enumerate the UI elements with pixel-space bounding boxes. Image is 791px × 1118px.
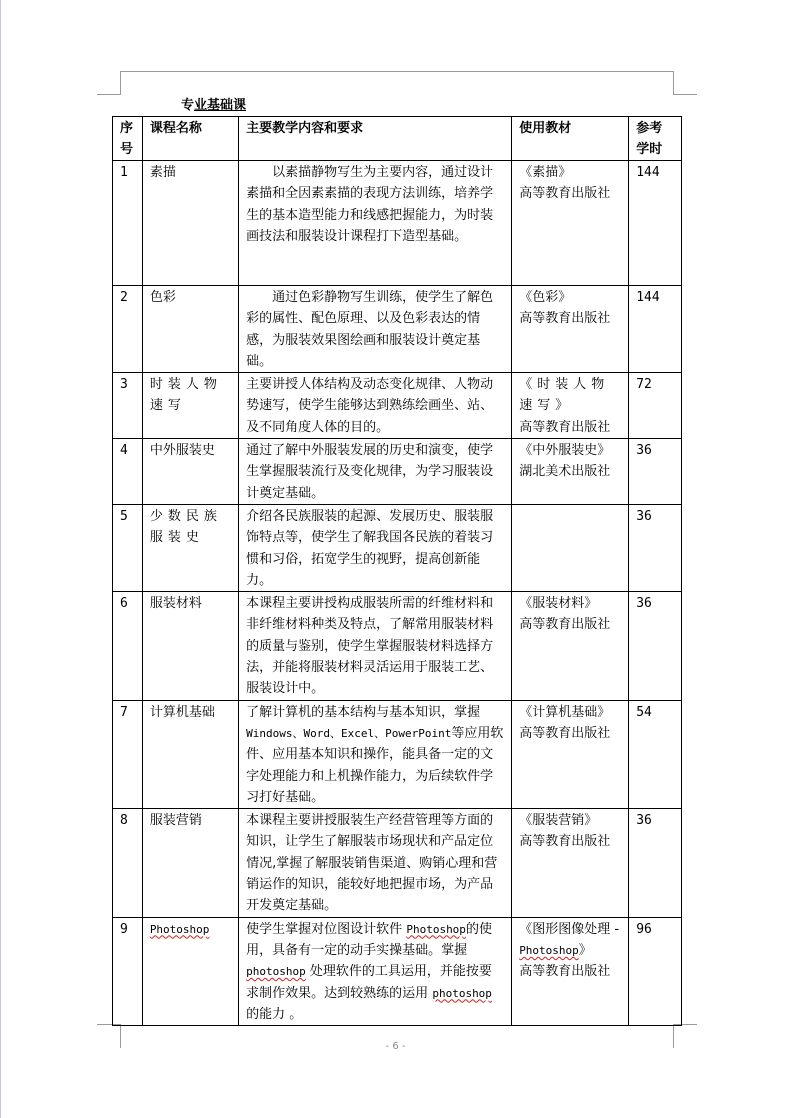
row-index: 8 <box>113 809 143 917</box>
row-textbook <box>512 504 629 591</box>
textbook-title: 《素描》 <box>519 165 572 180</box>
textbook-title: 《计算机基础》 <box>519 704 611 720</box>
content-text: 等应用软件、应用基本知识和操作，能具备一定的文字处理能力和上机操作能力，为后续软件学习打好基础。 <box>246 725 504 805</box>
content-software-name: photoshop <box>246 965 306 979</box>
table-row <box>113 592 682 700</box>
row-textbook <box>512 592 629 700</box>
row-course-name: 时装人物速写 <box>142 373 238 439</box>
textbook-publisher: 高等教育出版社 <box>519 964 611 980</box>
row-hours: 72 <box>629 373 682 439</box>
content-software-list: Windows、Word、Excel、PowerPoint <box>246 726 452 740</box>
content-text: 处理软件的工具运用，并能按要求制作效果。达到较熟练的运用 <box>246 964 492 1001</box>
row-index: 5 <box>113 504 143 591</box>
row-hours: 36 <box>629 504 682 591</box>
table-row <box>113 439 682 505</box>
row-textbook <box>512 286 629 373</box>
table-header-row <box>113 117 682 161</box>
row-course-name: 服装营销 <box>142 809 238 917</box>
row-content: 介绍各民族服装的起源、发展历史、服装服饰特点等，使学生了解我国各民族的着装习惯和习俗，拓宽学生的视野，提高创新能力。 <box>239 504 512 591</box>
row-course-name: 色彩 <box>142 286 238 373</box>
row-index: 2 <box>113 286 143 373</box>
row-hours: 36 <box>629 809 682 917</box>
textbook-publisher: 湖北美术出版社 <box>519 464 611 480</box>
row-index: 4 <box>113 439 143 505</box>
row-content: 本课程主要讲授构成服装所需的纤维材料和非纤维材料种类及特点，了解常用服装材料的质量与鉴别，使学生掌握服装材料选择方法，并能将服装材料灵活运用于服装工艺、服装设计中。 <box>239 592 512 700</box>
header-index: 序号 <box>113 117 143 161</box>
content-text: 使学生掌握对位图设计软件 <box>246 921 403 937</box>
row-hours: 36 <box>629 439 682 505</box>
course-name-text: Photoshop <box>149 922 210 936</box>
textbook-title: 《服装材料》 <box>519 596 598 612</box>
row-content: 本课程主要讲授服装生产经营管理等方面的知识，让学生了解服装市场现状和产品定位情况,掌握了解服装销售渠道、购销心理和营销运作的知识，能较好地把握市场，为产品开发奠定基础。 <box>239 809 512 917</box>
row-index: 1 <box>113 161 143 286</box>
row-hours: 96 <box>629 917 682 1025</box>
row-hours: 144 <box>629 286 682 373</box>
textbook-title: 《中外服装史》 <box>519 443 611 459</box>
row-textbook <box>512 439 629 505</box>
crop-mark-top-left-vertical <box>120 71 121 95</box>
textbook-publisher: 高等教育出版社 <box>519 311 611 327</box>
textbook-publisher: 高等教育出版社 <box>519 617 611 633</box>
table-row <box>113 504 682 591</box>
row-hours: 144 <box>629 161 682 286</box>
header-course-name: 课程名称 <box>142 117 238 161</box>
row-content: 通过色彩静物写生训练，使学生了解色彩的属性、配色原理、以及色彩表达的情感，为服装效果图绘画和服装设计奠定基础。 <box>239 286 512 373</box>
row-course-name: 素描 <box>142 161 238 286</box>
table-row <box>113 917 682 1025</box>
table-row <box>113 700 682 808</box>
section-title-underlined: 业基础课 <box>194 98 247 113</box>
window-left-edge <box>0 0 1 1118</box>
row-course-name: 中外服装史 <box>142 439 238 505</box>
row-textbook <box>512 809 629 917</box>
row-content: 以素描静物写生为主要内容，通过设计素描和全因素素描的表现方法训练，培养学生的基本造型能力和线感把握能力，为时装画技法和服装设计课程打下造型基础。 <box>239 161 512 286</box>
textbook-title-software: Photoshop <box>519 943 579 957</box>
row-course-name: 少数民族服装史 <box>142 504 238 591</box>
textbook-title: 《色彩》 <box>519 290 572 305</box>
textbook-title <box>519 919 621 962</box>
row-content: 通过了解中外服装发展的历史和演变，使学生掌握服装流行及变化规律，为学习服装设计奠定基础。 <box>239 439 512 505</box>
row-textbook <box>512 161 629 286</box>
table-row <box>113 373 682 439</box>
textbook-title-close: 》 <box>578 942 592 958</box>
row-index: 3 <box>113 373 143 439</box>
row-course-name: 服装材料 <box>142 592 238 700</box>
row-index: 9 <box>113 917 143 1025</box>
row-textbook <box>512 373 629 439</box>
content-text: 的使用，具备有一定的动手实操基础。掌握 <box>246 921 492 958</box>
row-course-name <box>142 917 238 1025</box>
row-content <box>239 917 512 1025</box>
row-hours: 36 <box>629 592 682 700</box>
crop-mark-top-left-horizontal <box>97 94 121 95</box>
page-number: - 6 - <box>385 1041 406 1052</box>
crop-mark-top-rule <box>120 71 674 72</box>
content-software-name: photoshop <box>432 986 492 1000</box>
table-row <box>113 286 682 373</box>
textbook-title-text: 《图形图像处理 - <box>519 921 620 937</box>
section-title <box>181 98 246 114</box>
table-row <box>113 161 682 286</box>
row-course-name: 计算机基础 <box>142 700 238 808</box>
course-table <box>112 116 682 1026</box>
row-hours: 54 <box>629 700 682 808</box>
header-content: 主要教学内容和要求 <box>239 117 512 161</box>
textbook-title: 《服装营销》 <box>519 813 598 829</box>
header-textbook: 使用教材 <box>512 117 629 161</box>
textbook-publisher: 高等教育出版社 <box>519 186 611 202</box>
content-text: 的能力 。 <box>246 1006 303 1022</box>
section-title-prefix: 专 <box>181 98 195 113</box>
row-index: 6 <box>113 592 143 700</box>
textbook-publisher: 高等教育出版社 <box>519 419 611 435</box>
content-software-name: Photoshop <box>406 922 466 936</box>
textbook-publisher: 高等教育出版社 <box>519 834 611 850</box>
crop-mark-top-right-horizontal <box>673 94 697 95</box>
row-index: 7 <box>113 700 143 808</box>
table-row <box>113 809 682 917</box>
row-content: 主要讲授人体结构及动态变化规律、人物动势速写，使学生能够达到熟练绘画坐、站、及不同角度人体的目的。 <box>239 373 512 439</box>
row-textbook <box>512 917 629 1025</box>
textbook-publisher: 高等教育出版社 <box>519 725 611 741</box>
header-hours: 参考学时 <box>629 117 682 161</box>
row-content <box>239 700 512 808</box>
crop-mark-top-right-vertical <box>673 71 674 95</box>
textbook-title: 《时装人物速写》 <box>519 377 610 414</box>
row-textbook <box>512 700 629 808</box>
content-text: 了解计算机的基本结构与基本知识，掌握 <box>246 704 481 720</box>
